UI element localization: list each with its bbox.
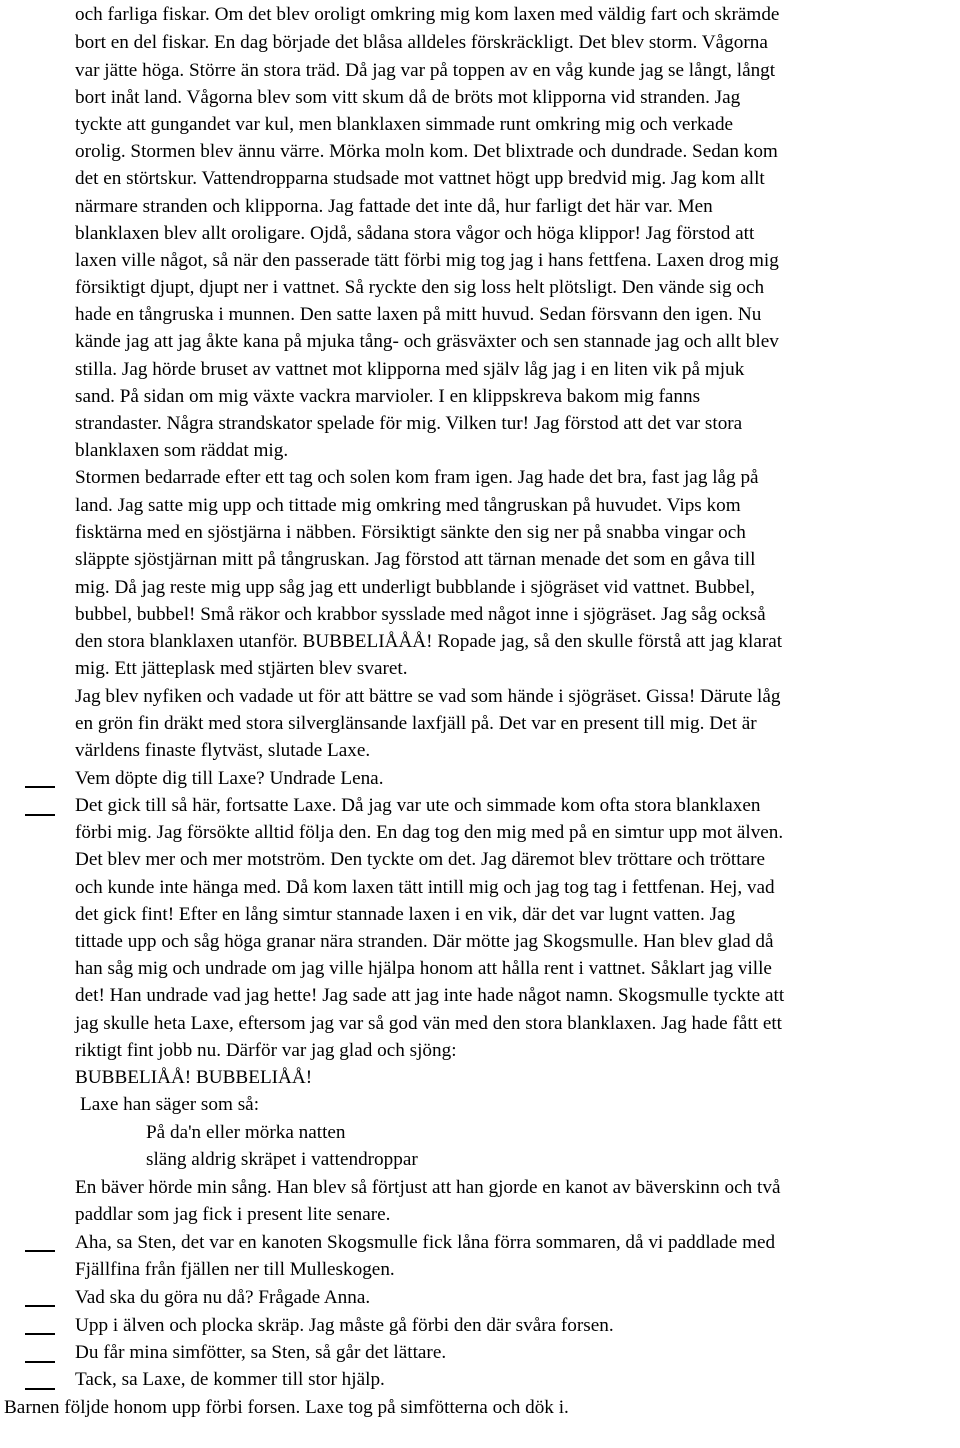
dialogue-line: Det gick till så här, fortsatte Laxe. Då jag var ute och simmade kom ofta stora blanklaxen: [75, 795, 761, 816]
text-line: det! Han undrade vad jag hette! Jag sade att jag inte hade något namn. Skogsmulle tyckte att: [75, 985, 785, 1006]
dialogue-line: Du får mina simfötter, sa Sten, så går det lättare.: [75, 1342, 447, 1363]
text-line: BUBBELIÅÅ! BUBBELIÅÅ!: [75, 1067, 313, 1088]
dialogue-line: Upp i älven och plocka skräp. Jag måste gå förbi den där svåra forsen.: [75, 1315, 614, 1336]
text-line: hade en tångruska i munnen. Den satte laxen på mitt huvud. Sedan försvann den igen. Nu: [75, 304, 762, 325]
text-line: sand. På sidan om mig växte vackra marvioler. I en klippskreva bakom mig fanns: [75, 386, 701, 407]
text-line: strandaster. Några strandskator spelade för mig. Vilken tur! Jag förstod att det var stora: [75, 413, 743, 434]
dialogue-dash: [25, 786, 55, 788]
text-line: bort inåt land. Vågorna blev som vitt skum då de bröts mot klipporna vid stranden. Jag: [75, 87, 741, 108]
text-line: bort en del fiskar. En dag började det blåsa alldeles förskräckligt. Det blev storm. Vågorna: [75, 32, 768, 53]
text-line: Det blev mer och mer motström. Den tyckte om det. Jag däremot blev tröttare och tröttare: [75, 849, 765, 870]
dialogue-line: Tack, sa Laxe, de kommer till stor hjälp.: [75, 1369, 385, 1390]
text-line: mig. Ett jätteplask med stjärten blev svaret.: [75, 658, 408, 679]
text-line: en grön fin dräkt med stora silverglänsande laxfjäll på. Det var en present till mig. Det är: [75, 713, 757, 734]
verse-line: På da'n eller mörka natten: [146, 1122, 346, 1143]
dialogue-dash: [25, 1250, 55, 1252]
text-line: Barnen följde honom upp förbi forsen. Laxe tog på simfötterna och dök i.: [4, 1397, 569, 1418]
text-line: var jätte höga. Större än stora träd. Då jag var på toppen av en våg kunde jag se långt, långt: [75, 60, 776, 81]
text-line: laxen ville något, så när den passerade tätt förbi mig tog jag i hans fettfena. Laxen drog mig: [75, 250, 779, 271]
text-line: riktigt fint jobb nu. Därför var jag glad och sjöng:: [75, 1040, 457, 1061]
text-line: Fjällfina från fjällen ner till Mulleskogen.: [75, 1259, 395, 1280]
dialogue-dash: [25, 1361, 55, 1363]
dialogue-dash: [25, 1333, 55, 1335]
text-line: bubbel, bubbel! Små räkor och krabbor sysslade med något inne i sjögräset. Jag såg också: [75, 604, 766, 625]
text-line: förbi mig. Jag försökte alltid följa den. En dag tog den mig med på en simtur upp mot älven.: [75, 822, 784, 843]
dialogue-line: Aha, sa Sten, det var en kanoten Skogsmulle fick låna förra sommaren, då vi paddlade med: [75, 1232, 776, 1253]
text-line: En bäver hörde min sång. Han blev så förtjust att han gjorde en kanot av bäverskinn och två: [75, 1177, 781, 1198]
text-line: släppte sjöstjärnan mitt på tångruskan. Jag förstod att tärnan menade det som en gåva till: [75, 549, 756, 570]
text-line: det en störtskur. Vattendropparna studsade mot vattnet högt upp bredvid mig. Jag kom allt: [75, 168, 765, 189]
text-line: och farliga fiskar. Om det blev oroligt omkring mig kom laxen med väldig fart och skrämde: [75, 4, 780, 25]
text-line: Jag blev nyfiken och vadade ut för att bättre se vad som hände i sjögräset. Gissa! Därute låg: [75, 686, 781, 707]
text-line: tyckte att gungandet var kul, men blanklaxen simmade runt omkring mig och verkade: [75, 114, 734, 135]
text-line: närmare stranden och klipporna. Jag fattade det inte då, hur farligt det här var. Men: [75, 196, 713, 217]
dialogue-dash: [25, 1388, 55, 1390]
text-line: det gick fint! Efter en lång simtur stannade laxen i en vik, där det var lugnt vatten. Jag: [75, 904, 736, 925]
text-line: blanklaxen blev allt oroligare. Ojdå, sådana stora vågor och höga klippor! Jag förstod att: [75, 223, 755, 244]
dialogue-dash: [25, 1305, 55, 1307]
text-line: tittade upp och såg höga granar nära stranden. Där mötte jag Skogsmulle. Han blev glad då: [75, 931, 774, 952]
dialogue-line: Vad ska du göra nu då? Frågade Anna.: [75, 1287, 371, 1308]
text-line: orolig. Stormen blev ännu värre. Mörka moln kom. Det blixtrade och dundrade. Sedan kom: [75, 141, 778, 162]
verse-line: släng aldrig skräpet i vattendroppar: [146, 1149, 418, 1170]
text-line: paddlar som jag fick i present lite senare.: [75, 1204, 391, 1225]
text-line: Stormen bedarrade efter ett tag och solen kom fram igen. Jag hade det bra, fast jag låg på: [75, 467, 759, 488]
text-line: den stora blanklaxen utanför. BUBBELIÅÅÅ! Ropade jag, så den skulle förstå att jag klarat: [75, 631, 783, 652]
text-line: fisktärna med en sjöstjärna i näbben. Försiktigt sänkte den sig ner på snabba vingar och: [75, 522, 746, 543]
text-line: kände jag att jag åkte kana på mjuka tång- och gräsväxter och sen stannade jag och allt blev: [75, 331, 779, 352]
text-line: stilla. Jag hörde bruset av vattnet mot klipporna med själv låg jag i en liten vik på mjuk: [75, 359, 745, 380]
text-line: blanklaxen som räddat mig.: [75, 440, 289, 461]
text-line: land. Jag satte mig upp och tittade mig omkring med tångruskan på huvudet. Vips kom: [75, 495, 741, 516]
text-line: han såg mig och undrade om jag ville hjälpa honom att hålla rent i vattnet. Såklart jag ville: [75, 958, 772, 979]
dialogue-line: Vem döpte dig till Laxe? Undrade Lena.: [75, 768, 384, 789]
text-line: och kunde inte hänga med. Då kom laxen tätt intill mig och jag tog tag i fettfenan. Hej, vad: [75, 877, 775, 898]
text-line: försiktigt djupt, djupt ner i vattnet. Så ryckte den sig loss helt plötsligt. Den vände sig och: [75, 277, 765, 298]
text-line: världens finaste flytväst, slutade Laxe.: [75, 740, 371, 761]
text-line: jag skulle heta Laxe, eftersom jag var så god vän med den stora blanklaxen. Jag hade fått ett: [75, 1013, 783, 1034]
text-line: Laxe han säger som så:: [80, 1094, 260, 1115]
text-line: mig. Då jag reste mig upp såg jag ett underligt bubblande i sjögräset vid vattnet. Bubbel,: [75, 577, 755, 598]
dialogue-dash: [25, 814, 55, 816]
